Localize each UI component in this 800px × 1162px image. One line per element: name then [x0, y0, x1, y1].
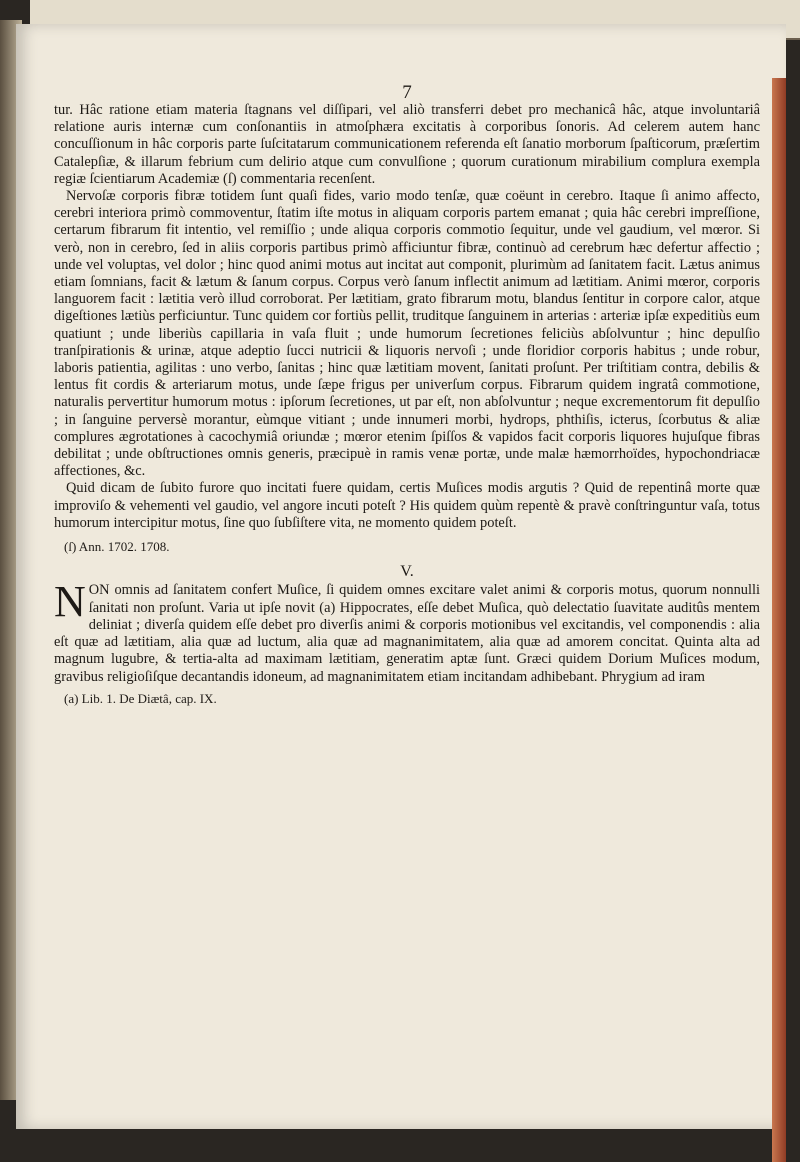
page-text [54, 84, 760, 707]
footnote-f: (ſ) Ann. 1702. 1708. [64, 539, 170, 555]
page-number: 7 [402, 82, 412, 103]
section-paragraph [54, 577, 760, 685]
paragraph-3: Quid dicam de ſubito furore quo incitati fuere quidam, certis Muſices modis argutis ? Quid de repentinâ morte quæ improviſo & vehementi vel gaudio, vel angore incuti poteſt ? His quidem quùm repentè & pravè conſtringuntur vaſa, totus humorum intercipitur motus, ſine quo ſubſiſtere vita, ne momento quidem poteſt. [54, 480, 760, 531]
drop-cap: N [54, 577, 86, 627]
section-heading: V. [400, 563, 414, 581]
paragraph-2: Nervoſæ corporis fibræ totidem ſunt quaſi fides, vario modo tenſæ, quæ coëunt in cerebro. Itaque ſi animo affecto, cerebri interiora primò commoventur, ſtatim iſte motus in aliquam corporis partem emanat ; quia hâc cerebri impreſſione, certarum fibrarum fit intentio, vel remiſſio ; unde aliqua corporis commotio ſequitur, unde vel gaudium, vel mœror. Si verò, non in cerebro, ſed in aliis corporis partibus primò afficiuntur fibræ, continuò ad cerebrum hæc defertur affectio ; unde vel voluptas, vel dolor ; hinc quod animi motus aut incitat aut componit, plurimùm ad ſanitatem facit. Lætus animus etiam ſomnians, facit & lætum & ſanum corpus. Corpus verò ſanum inflectit animum ad lætitiam. Animi mœror, corporis languorem facit : lætitia verò illud corroborat. Per lætitiam, grato fibrarum motu, blandus ſentitur in corpore calor, atque digeſtiones lætiùs perficiuntur. Tunc quidem cor fortiùs pellit, truditque ſanguinem in arterias : arteriæ ipſæ expeditiùs eum quatiunt ; unde liberiùs capillaria in vaſa fluit ; unde humorum ſecretiones feliciùs abſolvuntur ; hinc depulſio tranſpirationis & urinæ, atque adeptio ſucci nutricii & liquoris nervoſi ; unde floridior corporis habitus ; unde robur, laboris patientia, agilitas : uno verbo, ſanitas ; hinc quæ lætitiam movent, ſanitati proſunt. Per triſtitiam contra, debilis & lentus fit cordis & arteriarum motus, unde ſæpe frigus per univerſum corpus. Fibrarum quidem ingratâ commotione, naturalis pervertitur humorum motus : ipſorum ſecretiones, ut par eſt, non abſolvuntur ; neque excrementorum fit depulſio ; in ſanguine perversè morantur, eùmque vitiant ; unde innumeri morbi, hydrops, phthiſis, icterus, ſcorbutus & aliæ complures ægrotationes à cacochymiâ oriundæ ; mœror etenim ſpiſſos & vapidos facit corporis liquores hujuſque fibras debilitat ; unde obſtructiones omnis generis, præcipuè in ramis venæ portæ, unde malæ hæmorrhoïdes, hypochondriacæ affectiones, &c. [54, 188, 760, 480]
paragraph-1: tur. Hâc ratione etiam materia ſtagnans vel diſſipari, vel aliò transferri debet pro mechanicâ hâc, atque involuntariâ relatione auris internæ cum conſonantiis in atmoſphæra excitatis à corporibus ſonoris. Ad celerem autem hanc concuſſionum in hâc corporis parte ſuſcitatarum communicationem referenda eſt ſanatio morborum ſpaſticorum, præſertim Catalepſiæ, & illarum febrium cum delirio atque cum convulſione ; quorum curationum mirabilium complura exempla regiæ ſcientiarum Academiæ (ſ) commentaria recenſent. [54, 102, 760, 187]
section-paragraph-text: ON omnis ad ſanitatem confert Muſice, ſi quidem omnes excitare valet animi & corporis motus, quorum nonnulli ſanitati non proſunt. Varia ut ipſe novit (a) Hippocrates, eſſe debet Muſica, quò delectatio ſuavitate auditûs mentem deliniat ; diverſa quidem eſſe debet pro diverſis animi & corporis motionibus vel excitandis, vel componendis : alia eſt quæ ad lætitiam, alia quæ ad luctum, alia quæ ad magnanimitatem, alia quæ ad amorem concitat. Quinta alta ad magnum lugubre, & tertia-alta ad maximam lætitiam, generatim aptæ ſunt. Græci quidem Dorium Muſices modum, gravibus religioſiſque decantandis idoneum, ad magnanimitatem etiam incitandam adhibebant. Phrygium ad iram [54, 582, 760, 685]
footnote-a: (a) Lib. 1. De Diætâ, cap. IX. [64, 690, 217, 706]
red-page-edge [772, 78, 786, 1162]
